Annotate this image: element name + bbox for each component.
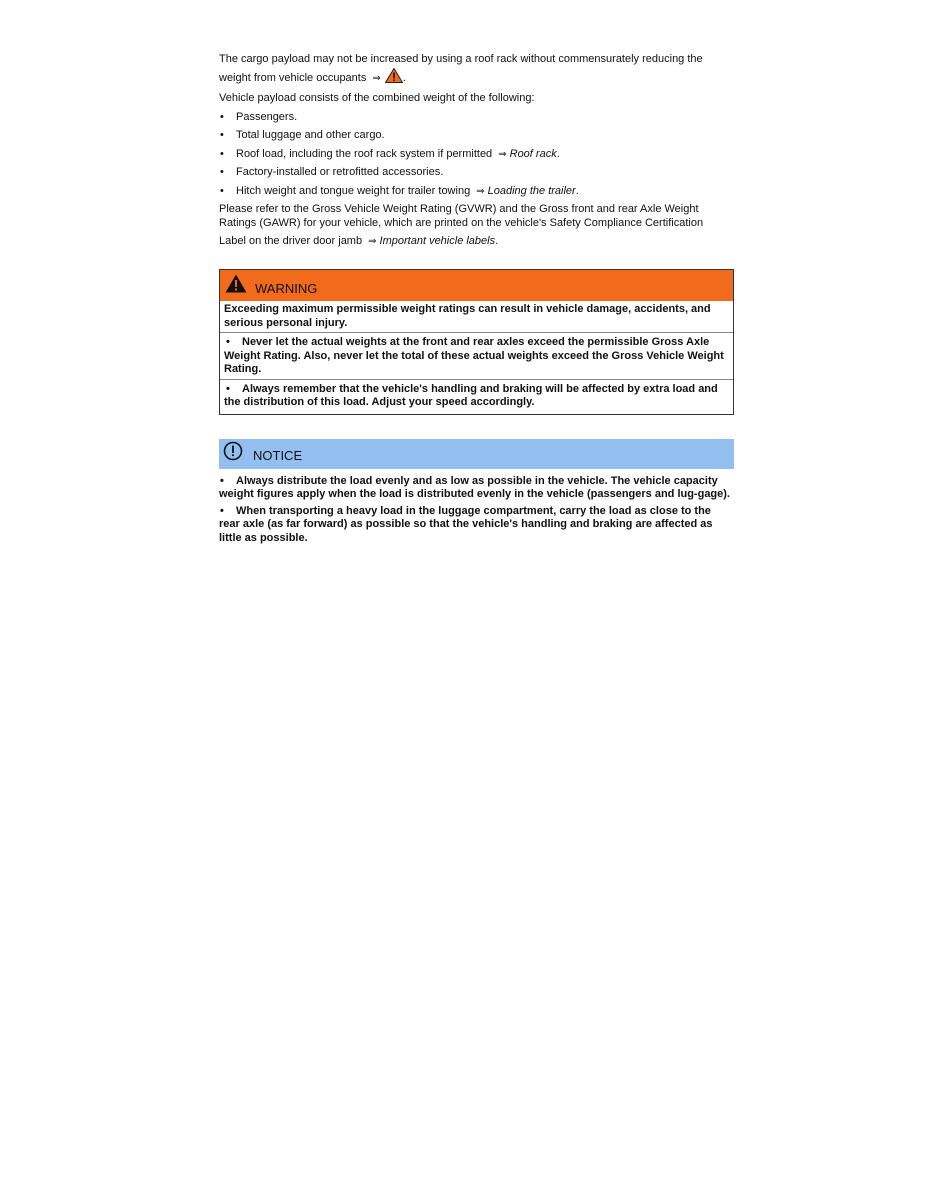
notice-item bbox=[219, 505, 734, 546]
document-page bbox=[219, 50, 734, 548]
notice-icon bbox=[223, 441, 243, 466]
arrow-icon: ⇒ bbox=[498, 149, 507, 160]
warning-intro: Exceeding maximum permissible weight ratings can result in vehicle damage, accidents, and serious personal injury. bbox=[224, 303, 711, 329]
gvwr-paragraph bbox=[219, 202, 734, 249]
intro-line1: The cargo payload may not be increased by using a roof rack without commensurately reducing the bbox=[219, 53, 703, 65]
gvwr-line1: Please refer to the Gross Vehicle Weight Rating (GVWR) and the Gross front and rear Axle Weight bbox=[219, 203, 699, 215]
warning-item-text: Always remember that the vehicle's handling and braking will be affected by extra load and the distribution of this load. Adjust your speed accordingly. bbox=[224, 382, 718, 408]
list-item-passengers: • Passengers. bbox=[219, 110, 734, 125]
warning-title: WARNING bbox=[255, 281, 318, 296]
roof-load-period: . bbox=[556, 148, 560, 160]
notice-title: NOTICE bbox=[253, 448, 303, 463]
roof-load-text: Roof load, including the roof rack system if permitted bbox=[236, 148, 496, 160]
bullet: • bbox=[226, 382, 230, 395]
gvwr-line2: Ratings (GAWR) for your vehicle, which are printed on the vehicle's Safety Compliance Certification bbox=[219, 217, 704, 229]
warning-body bbox=[220, 301, 733, 414]
notice-body bbox=[219, 475, 734, 546]
bullet: • bbox=[220, 504, 224, 517]
warning-triangle-icon bbox=[225, 274, 247, 298]
notice-item bbox=[219, 475, 734, 502]
bullet: • bbox=[220, 474, 224, 487]
important-labels-link[interactable]: Important vehicle labels bbox=[379, 235, 496, 247]
roof-rack-link[interactable]: Roof rack bbox=[509, 148, 557, 160]
gvwr-line3 bbox=[219, 234, 498, 249]
payload-consists-text: Vehicle payload consists of the combined weight of the following: bbox=[219, 92, 535, 104]
arrow-icon: ⇒ bbox=[372, 73, 381, 84]
warning-header bbox=[220, 270, 733, 301]
list-item-hitch bbox=[219, 184, 734, 199]
warning-item bbox=[224, 383, 729, 410]
intro-paragraph bbox=[219, 50, 734, 89]
hitch-period: . bbox=[575, 185, 579, 197]
warning-box bbox=[219, 269, 734, 415]
notice-item-text: When transporting a heavy load in the luggage compartment, carry the load as close to the rear axle (as far forward) as possible so that the vehicle's handling and braking are affected as little as possible. bbox=[219, 504, 713, 544]
divider bbox=[220, 379, 733, 380]
arrow-icon: ⇒ bbox=[476, 186, 485, 197]
notice-item-text: Always distribute the load evenly and as low as possible in the vehicle. The vehicle capacity weight figures apply when the load is distributed evenly in the vehicle (passengers and lug-gage). bbox=[219, 474, 730, 500]
warning-triangle-icon[interactable] bbox=[385, 68, 403, 89]
warning-item-text: Never let the actual weights at the front and rear axles exceed the permissible Gross Axle Weight Rating. Also, never let the total of these actual weights exceed the Gross Vehicle Weight Rating. bbox=[224, 336, 724, 375]
payload-list bbox=[219, 110, 734, 199]
intro-line2-end: . bbox=[402, 72, 406, 84]
gvwr-period: . bbox=[495, 235, 499, 247]
loading-trailer-link[interactable]: Loading the trailer bbox=[487, 185, 576, 197]
bullet: • bbox=[226, 336, 230, 348]
arrow-icon: ⇒ bbox=[368, 236, 377, 247]
notice-header bbox=[219, 439, 734, 469]
list-item-accessories: • Factory-installed or retrofitted accessories. bbox=[219, 165, 734, 180]
list-item-roof-load bbox=[219, 147, 734, 162]
intro-line2: weight from vehicle occupants bbox=[219, 72, 370, 84]
gvwr-line3-text: Label on the driver door jamb bbox=[219, 235, 366, 247]
hitch-text: Hitch weight and tongue weight for trailer towing bbox=[236, 185, 474, 197]
warning-item bbox=[224, 336, 729, 377]
divider bbox=[220, 332, 733, 333]
list-item-luggage: • Total luggage and other cargo. bbox=[219, 128, 734, 143]
